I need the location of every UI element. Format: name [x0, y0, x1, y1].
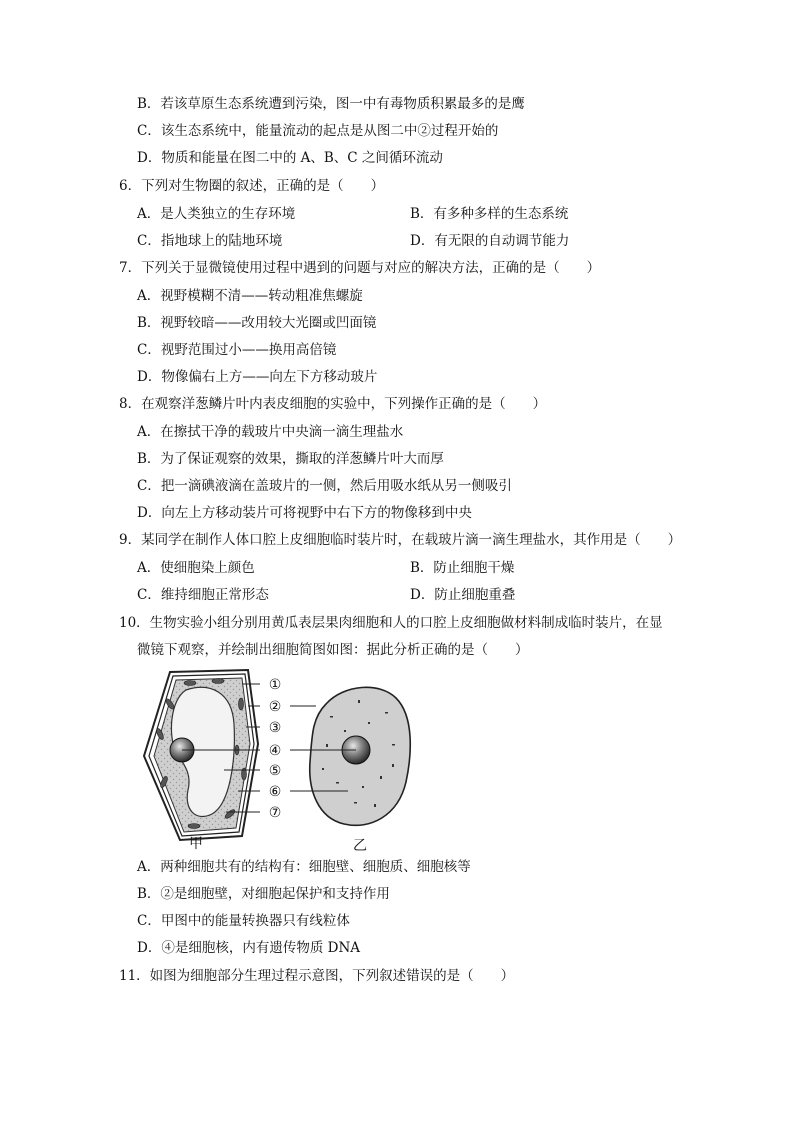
q6-stem: 6．下列对生物圈的叙述，正确的是（ ） [119, 178, 385, 194]
plant-cell [144, 670, 258, 840]
q10-option-b: B．②是细胞壁，对细胞起保护和支持作用 [137, 886, 390, 902]
prev-option-c: C．该生态系统中，能量流动的起点是从图二中②过程开始的 [137, 123, 499, 139]
q11-stem: 11．如图为细胞部分生理过程示意图，下列叙述错误的是（ ） [119, 968, 515, 984]
q10-option-c: C．甲图中的能量转换器只有线粒体 [137, 913, 350, 929]
label-6: ⑥ [268, 784, 282, 800]
q10-stem-line2: 微镜下观察，并绘制出细胞简图如图：据此分析正确的是（ ） [137, 642, 529, 658]
q9-option-a: A．使细胞染上颜色 [137, 560, 255, 576]
cell-diagram-figure [130, 664, 420, 854]
label-5: ⑤ [268, 763, 282, 779]
label-2: ② [268, 699, 282, 715]
q9-option-d: D．防止细胞重叠 [410, 587, 516, 603]
q10-option-d: D．④是细胞核，内有遗传物质 DNA [137, 940, 361, 956]
prev-option-b: B．若该草原生态系统遭到污染，图一中有毒物质积累最多的是鹰 [137, 96, 525, 112]
q6-option-a: A．是人类独立的生存环境 [137, 206, 296, 222]
q8-stem: 8．在观察洋葱鳞片叶内表皮细胞的实验中，下列操作正确的是（ ） [119, 396, 547, 412]
q8-option-a: A．在擦拭干净的载玻片中央滴一滴生理盐水 [137, 424, 404, 440]
animal-cell [310, 687, 411, 825]
label-4: ④ [268, 743, 282, 759]
prev-option-d: D．物质和能量在图二中的 A、B、C 之间循环流动 [137, 150, 443, 166]
q6-option-b: B．有多种多样的生态系统 [410, 206, 569, 222]
q8-option-b: B．为了保证观察的效果，撕取的洋葱鳞片叶大而厚 [137, 451, 444, 467]
q7-stem: 7．下列关于显微镜使用过程中遇到的问题与对应的解决方法，正确的是（ ） [119, 260, 601, 276]
cell-diagram [130, 664, 420, 854]
q7-option-a: A．视野模糊不清——转动粗准焦螺旋 [137, 288, 363, 304]
caption-yi: 乙 [353, 838, 367, 854]
label-1: ① [268, 677, 282, 693]
label-3: ③ [268, 720, 282, 736]
q10-option-a: A．两种细胞共有的结构有：细胞壁、细胞质、细胞核等 [137, 859, 471, 875]
q9-option-c: C．维持细胞正常形态 [137, 587, 269, 603]
q6-option-d: D．有无限的自动调节能力 [410, 233, 570, 249]
q8-option-d: D．向左上方移动装片可将视野中右下方的物像移到中央 [137, 505, 472, 521]
q9-stem: 9．某同学在制作人体口腔上皮细胞临时装片时，在载玻片滴一滴生理盐水，其作用是（ ） [119, 532, 682, 548]
q7-option-b: B．视野较暗——改用较大光圈或凹面镜 [137, 315, 377, 331]
q10-stem-line1: 10．生物实验小组分别用黄瓜表层果肉细胞和人的口腔上皮细胞做材料制成临时装片，在显 [119, 615, 663, 631]
q7-option-d: D．物像偏右上方——向左下方移动玻片 [137, 369, 378, 385]
label-7: ⑦ [268, 805, 282, 821]
q8-option-c: C．把一滴碘液滴在盖玻片的一侧，然后用吸水纸从另一侧吸引 [137, 478, 512, 494]
caption-jia: 甲 [189, 836, 203, 852]
q6-option-c: C．指地球上的陆地环境 [137, 233, 283, 249]
q7-option-c: C．视野范围过小——换用高倍镜 [137, 342, 337, 358]
q9-option-b: B．防止细胞干燥 [410, 560, 515, 576]
